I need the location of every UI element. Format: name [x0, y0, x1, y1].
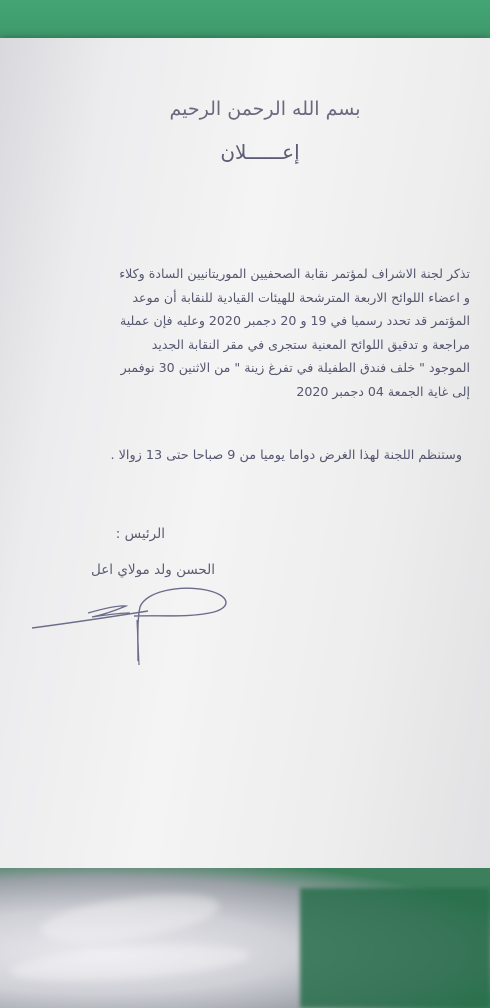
- announcement-heading: إعــــــلان: [220, 140, 300, 164]
- body-line: و اعضاء اللوائح الاربعة المترشحة للهيئات القيادية للنقابة أن موعد: [132, 289, 470, 305]
- body-line: المؤتمر قد تحدد رسميا في 19 و 20 دجمبر 2020 وعليه فإن عملية: [119, 313, 470, 328]
- body-line: إلى غاية الجمعة 04 دجمبر 2020: [296, 383, 470, 399]
- handwritten-signature: [30, 585, 240, 670]
- signatory-title: الرئيس :: [115, 526, 165, 542]
- body-line: تذكر لجنة الاشراف لمؤتمر نقابة الصحفيين الموريتانيين السادة وكلاء: [119, 266, 470, 281]
- body-line: مراجعة و تدقيق اللوائح المعنية ستجرى في مقر النقابة الجديد: [151, 336, 470, 352]
- signatory-name: الحسن ولد مولاي اعل: [91, 562, 215, 578]
- background-surface-corner: [300, 888, 490, 1008]
- schedule-note: وستنظم اللجنة لهذا الغرض دواما يوميا من 9 صباحا حتى 13 زوالا .: [110, 448, 462, 463]
- announcement-body: [72, 262, 470, 403]
- basmala: بسم الله الرحمن الرحيم: [169, 98, 361, 120]
- fabric-fold: [38, 886, 222, 951]
- body-line: الموجود " خلف فندق الطفيلة في تفرغ زينة " من الاثنين 30 نوفمبر: [120, 360, 470, 375]
- background-fabric: [0, 868, 490, 1008]
- fabric-fold: [9, 940, 251, 987]
